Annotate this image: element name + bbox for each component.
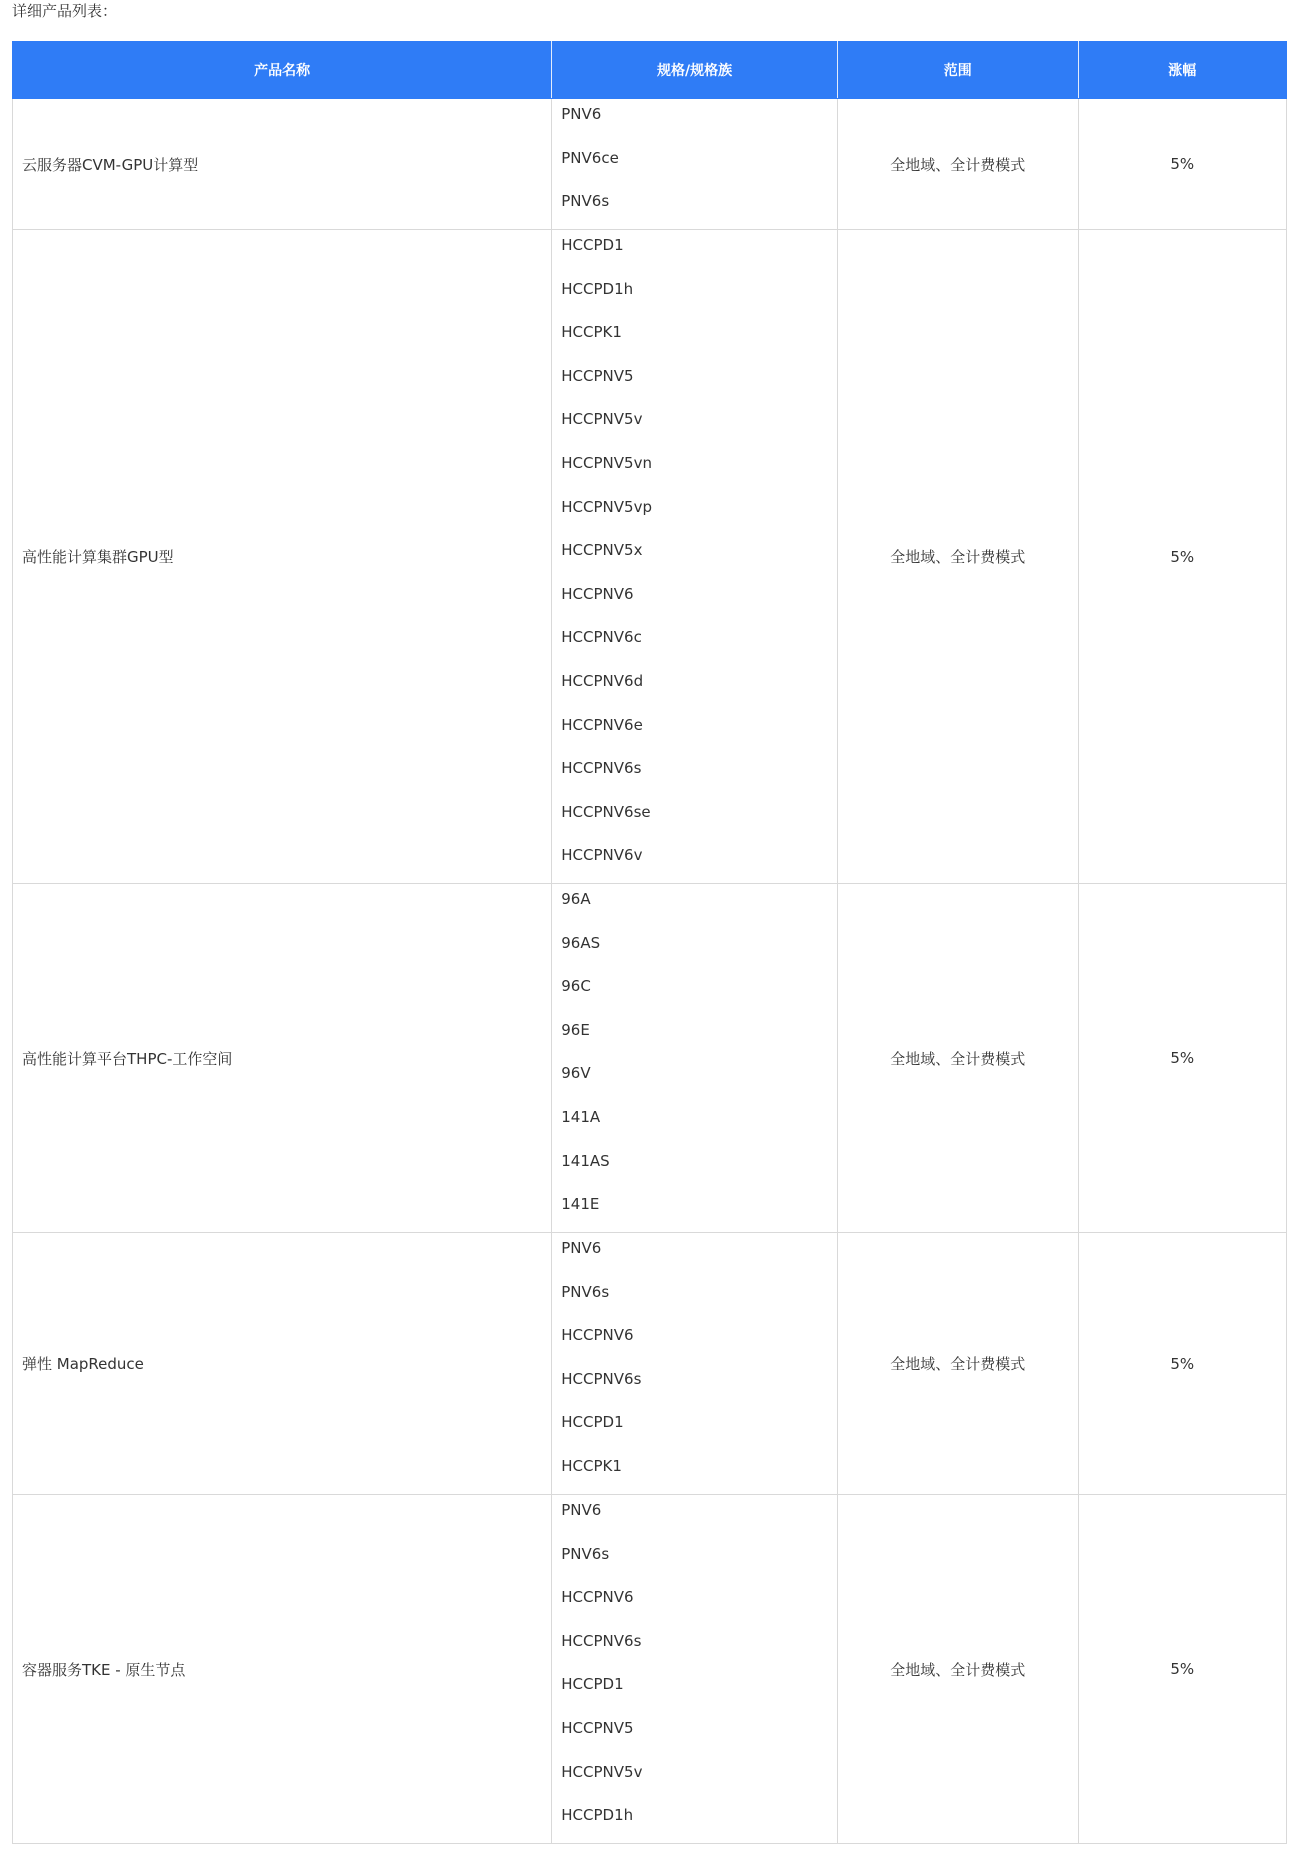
spec-item: 96AS (561, 933, 601, 952)
spec-item: PNV6s (561, 1544, 610, 1563)
spec-item: 96E (561, 1020, 590, 1039)
spec-item: HCCPNV6se (561, 802, 651, 821)
table-row (13, 99, 1287, 230)
spec-item: HCCPNV6c (561, 628, 642, 647)
product-name-cell: 容器服务TKE - 原生节点 (13, 1495, 552, 1844)
spec-item: HCCPNV6 (561, 1588, 634, 1607)
header-row (13, 42, 1287, 99)
spec-item: HCCPNV6 (561, 584, 634, 603)
spec-item: HCCPD1h (561, 279, 634, 298)
spec-item: HCCPK1 (561, 323, 622, 342)
spec-item: HCCPD1 (561, 236, 624, 254)
spec-cell (552, 99, 838, 230)
spec-item: 141E (561, 1195, 600, 1214)
spec-item: PNV6 (561, 105, 602, 123)
table-row (13, 884, 1287, 1233)
spec-item: 141A (561, 1107, 601, 1126)
table-body (13, 99, 1287, 1844)
spec-item: HCCPNV5v (561, 410, 643, 429)
header-range: 范围 (837, 42, 1078, 99)
spec-item: HCCPNV6d (561, 671, 644, 690)
spec-item: PNV6s (561, 192, 610, 211)
spec-item: PNV6 (561, 1501, 602, 1519)
spec-item: PNV6s (561, 1282, 610, 1301)
spec-item: HCCPNV5vn (561, 453, 652, 472)
spec-cell (552, 884, 838, 1233)
product-name-cell: 云服务器CVM-GPU计算型 (13, 99, 552, 230)
spec-item: HCCPNV5vp (561, 497, 652, 516)
product-name-cell: 高性能计算平台THPC-工作空间 (13, 884, 552, 1233)
spec-item: HCCPNV5v (561, 1762, 643, 1781)
spec-cell (552, 230, 838, 884)
rate-cell: 5% (1078, 99, 1287, 230)
spec-item: HCCPNV5x (561, 541, 643, 560)
header-product-name: 产品名称 (13, 42, 552, 99)
spec-item: 96C (561, 977, 591, 996)
range-cell: 全地域、全计费模式 (837, 99, 1078, 230)
spec-item: HCCPNV6s (561, 759, 642, 778)
header-spec: 规格/规格族 (552, 42, 838, 99)
spec-item: 141AS (561, 1151, 610, 1170)
range-cell: 全地域、全计费模式 (837, 884, 1078, 1233)
spec-item: HCCPNV6s (561, 1631, 642, 1650)
rate-cell: 5% (1078, 1233, 1287, 1495)
spec-item: HCCPD1 (561, 1413, 624, 1432)
spec-item: HCCPNV6 (561, 1326, 634, 1345)
rate-cell: 5% (1078, 884, 1287, 1233)
table-row (13, 1495, 1287, 1844)
spec-item: PNV6 (561, 1239, 602, 1257)
spec-item: HCCPNV6s (561, 1369, 642, 1388)
spec-item: HCCPK1 (561, 1456, 622, 1475)
table-header (13, 42, 1287, 99)
spec-item: 96V (561, 1064, 591, 1083)
spec-cell (552, 1233, 838, 1495)
spec-item: HCCPNV5 (561, 1718, 634, 1737)
spec-item: HCCPNV6v (561, 846, 643, 865)
product-name-cell: 高性能计算集群GPU型 (13, 230, 552, 884)
table-caption: 详细产品列表： (12, 2, 118, 20)
product-name-cell: 弹性 MapReduce (13, 1233, 552, 1495)
rate-cell: 5% (1078, 230, 1287, 884)
range-cell: 全地域、全计费模式 (837, 230, 1078, 884)
spec-item: HCCPNV6e (561, 715, 643, 734)
header-rate: 涨幅 (1078, 42, 1287, 99)
table-row (13, 1233, 1287, 1495)
spec-item: PNV6ce (561, 148, 619, 167)
spec-item: HCCPD1h (561, 1806, 634, 1825)
spec-item: HCCPNV5 (561, 366, 634, 385)
range-cell: 全地域、全计费模式 (837, 1495, 1078, 1844)
spec-item: HCCPD1 (561, 1675, 624, 1694)
range-cell: 全地域、全计费模式 (837, 1233, 1078, 1495)
rate-cell: 5% (1078, 1495, 1287, 1844)
product-table (12, 41, 1287, 1844)
spec-cell (552, 1495, 838, 1844)
table-row (13, 230, 1287, 884)
spec-item: 96A (561, 890, 591, 908)
